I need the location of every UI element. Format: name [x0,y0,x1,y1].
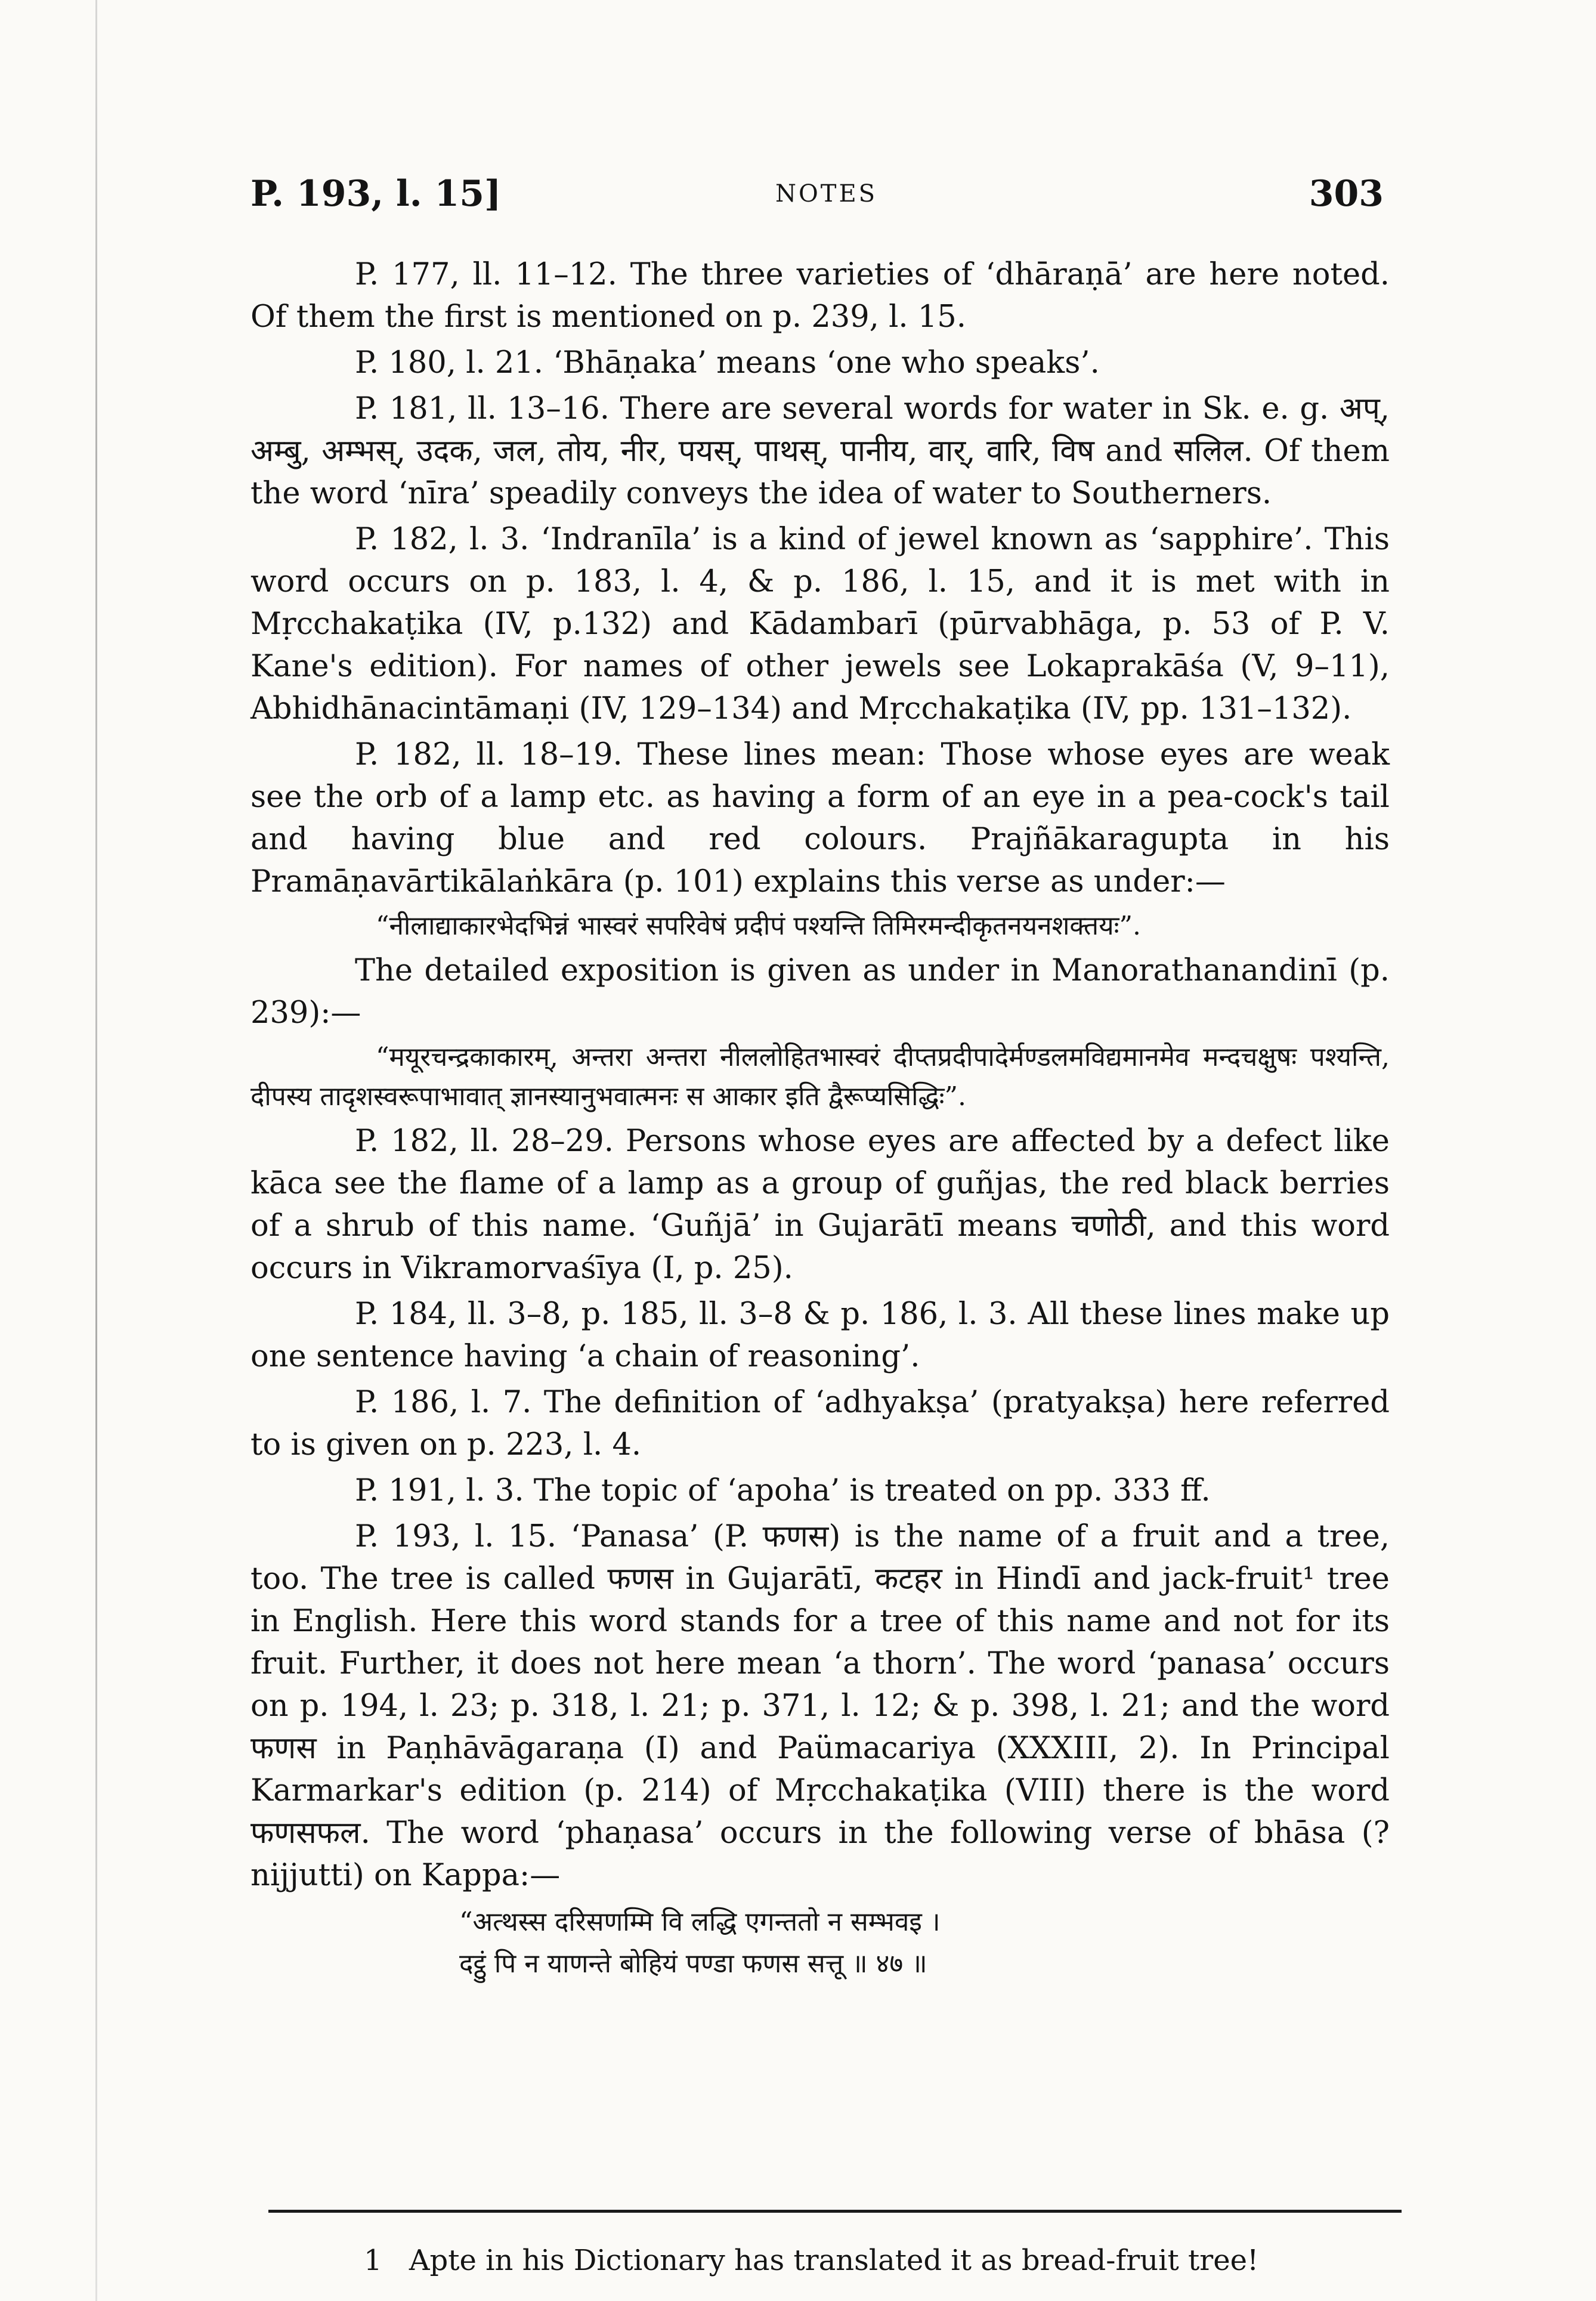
note-paragraph: The detailed exposition is given as under in Manorathanandinī (p. 239):— [250,953,1390,1031]
footnote-rule [268,2210,1402,2213]
verse-line: दट्ठुं पि न याणन्ते बोहियं पण्डा फणस सत्तू ॥ ४७ ॥ [459,1949,927,1979]
footnote [364,2240,1378,2281]
notes-body [250,253,1390,1990]
prakrit-verse [250,1901,1390,1985]
running-header [250,170,1384,218]
verse-line: “अत्थस्स दरिसणम्मि वि लद्धि एगन्ततो न सम्भवइ । [459,1907,941,1937]
header-reference: P. 193, l. 15] [250,173,502,215]
note-paragraph: P. 182, ll. 18–19. These lines mean: Those whose eyes are weak see the orb of a lamp etc. as having a form of an eye in a pea-cock's tail and having blue and red colours. Prajñākaragupta in his Pramāṇavārtikālaṅkāra (p. 101) explains this verse as under:— [250,737,1390,899]
note-paragraph: P. 181, ll. 13–16. There are several words for water in Sk. e. g. अप्, अम्बु, अम्भस्, उदक, जल, तोय, नीर, पयस्, पाथस्, पानीय, वार्, वारि, विष and सलिल. Of them the word ‘nīra’ speadily conveys the idea of water to Southerners. [250,391,1390,511]
note-paragraph: P. 184, ll. 3–8, p. 185, ll. 3–8 & p. 186, l. 3. All these lines make up one sentence having ‘a chain of reasoning’. [250,1297,1390,1374]
page-number: 303 [1309,173,1384,215]
note-paragraph: P. 180, l. 21. ‘Bhāṇaka’ means ‘one who speaks’. [355,345,1100,381]
header-title: NOTES [775,180,878,208]
footnote-number: 1 [364,2244,382,2277]
note-paragraph: P. 186, l. 7. The definition of ‘adhyakṣa’ (pratyakṣa) here referred to is given on p. 223, l. 4. [250,1385,1390,1462]
sanskrit-quote: “मयूरचन्द्रकाकारम्, अन्तरा अन्तरा नीललोहितभास्वरं दीप्तप्रदीपादेर्मण्डलमविद्यमानमेव मन्दचक्षुषः पश्यन्ति, दीपस्य तादृशस्वरूपाभावात् ज्ञानस्यानुभवात्मनः स आकार इति द्वैरूप्यसिद्धिः”. [250,1042,1390,1112]
note-paragraph: P. 182, l. 3. ‘Indranīla’ is a kind of jewel known as ‘sapphire’. This word occurs on p. 183, l. 4, & p. 186, l. 15, and it is met with in Mṛcchakaṭika (IV, p.132) and Kādambarī (pūrvabhāga, p. 53 of P. V. Kane's edition). For names of other jewels see Lokaprakāśa (V, 9–11), Abhidhānacintāmaṇi (IV, 129–134) and Mṛcchakaṭika (IV, pp. 131–132). [250,522,1390,726]
footnote-text: Apte in his Dictionary has translated it as bread-fruit tree! [409,2244,1259,2277]
note-paragraph: P. 193, l. 15. ‘Panasa’ (P. फणस) is the name of a fruit and a tree, too. The tree is called फणस in Gujarātī, कटहर in Hindī and jack-fruit¹ tree in English. Here this word stands for a tree of this name and not for its fruit. Further, it does not here mean ‘a thorn’. The word ‘panasa’ occurs on p. 194, l. 23; p. 318, l. 21; p. 371, l. 12; & p. 398, l. 21; and the word फणस in Paṇhāvāgaraṇa (I) and Paümacariya (XXXIII, 2). In Principal Karmarkar's edition (p. 214) of Mṛcchakaṭika (VIII) there is the word फणसफल. The word ‘phaṇasa’ occurs in the following verse of bhāsa (? nijjutti) on Kappa:— [250,1519,1390,1893]
note-paragraph: P. 191, l. 3. The topic of ‘apoha’ is treated on pp. 333 ff. [355,1473,1211,1508]
scan-edge-line [95,0,97,2301]
note-paragraph: P. 177, ll. 11–12. The three varieties of ‘dhāraṇā’ are here noted. Of them the first is mentioned on p. 239, l. 15. [250,257,1390,335]
note-paragraph: P. 182, ll. 28–29. Persons whose eyes are affected by a defect like kāca see the flame of a lamp as a group of guñjas, the red black berries of a shrub of this name. ‘Guñjā’ in Gujarātī means चणोठी, and this word occurs in Vikramorvaśīya (I, p. 25). [250,1124,1390,1286]
sanskrit-quote: “नीलाद्याकारभेदभिन्नं भास्वरं सपरिवेषं प्रदीपं पश्यन्ति तिमिरमन्दीकृतनयनशक्तयः”. [376,911,1141,941]
